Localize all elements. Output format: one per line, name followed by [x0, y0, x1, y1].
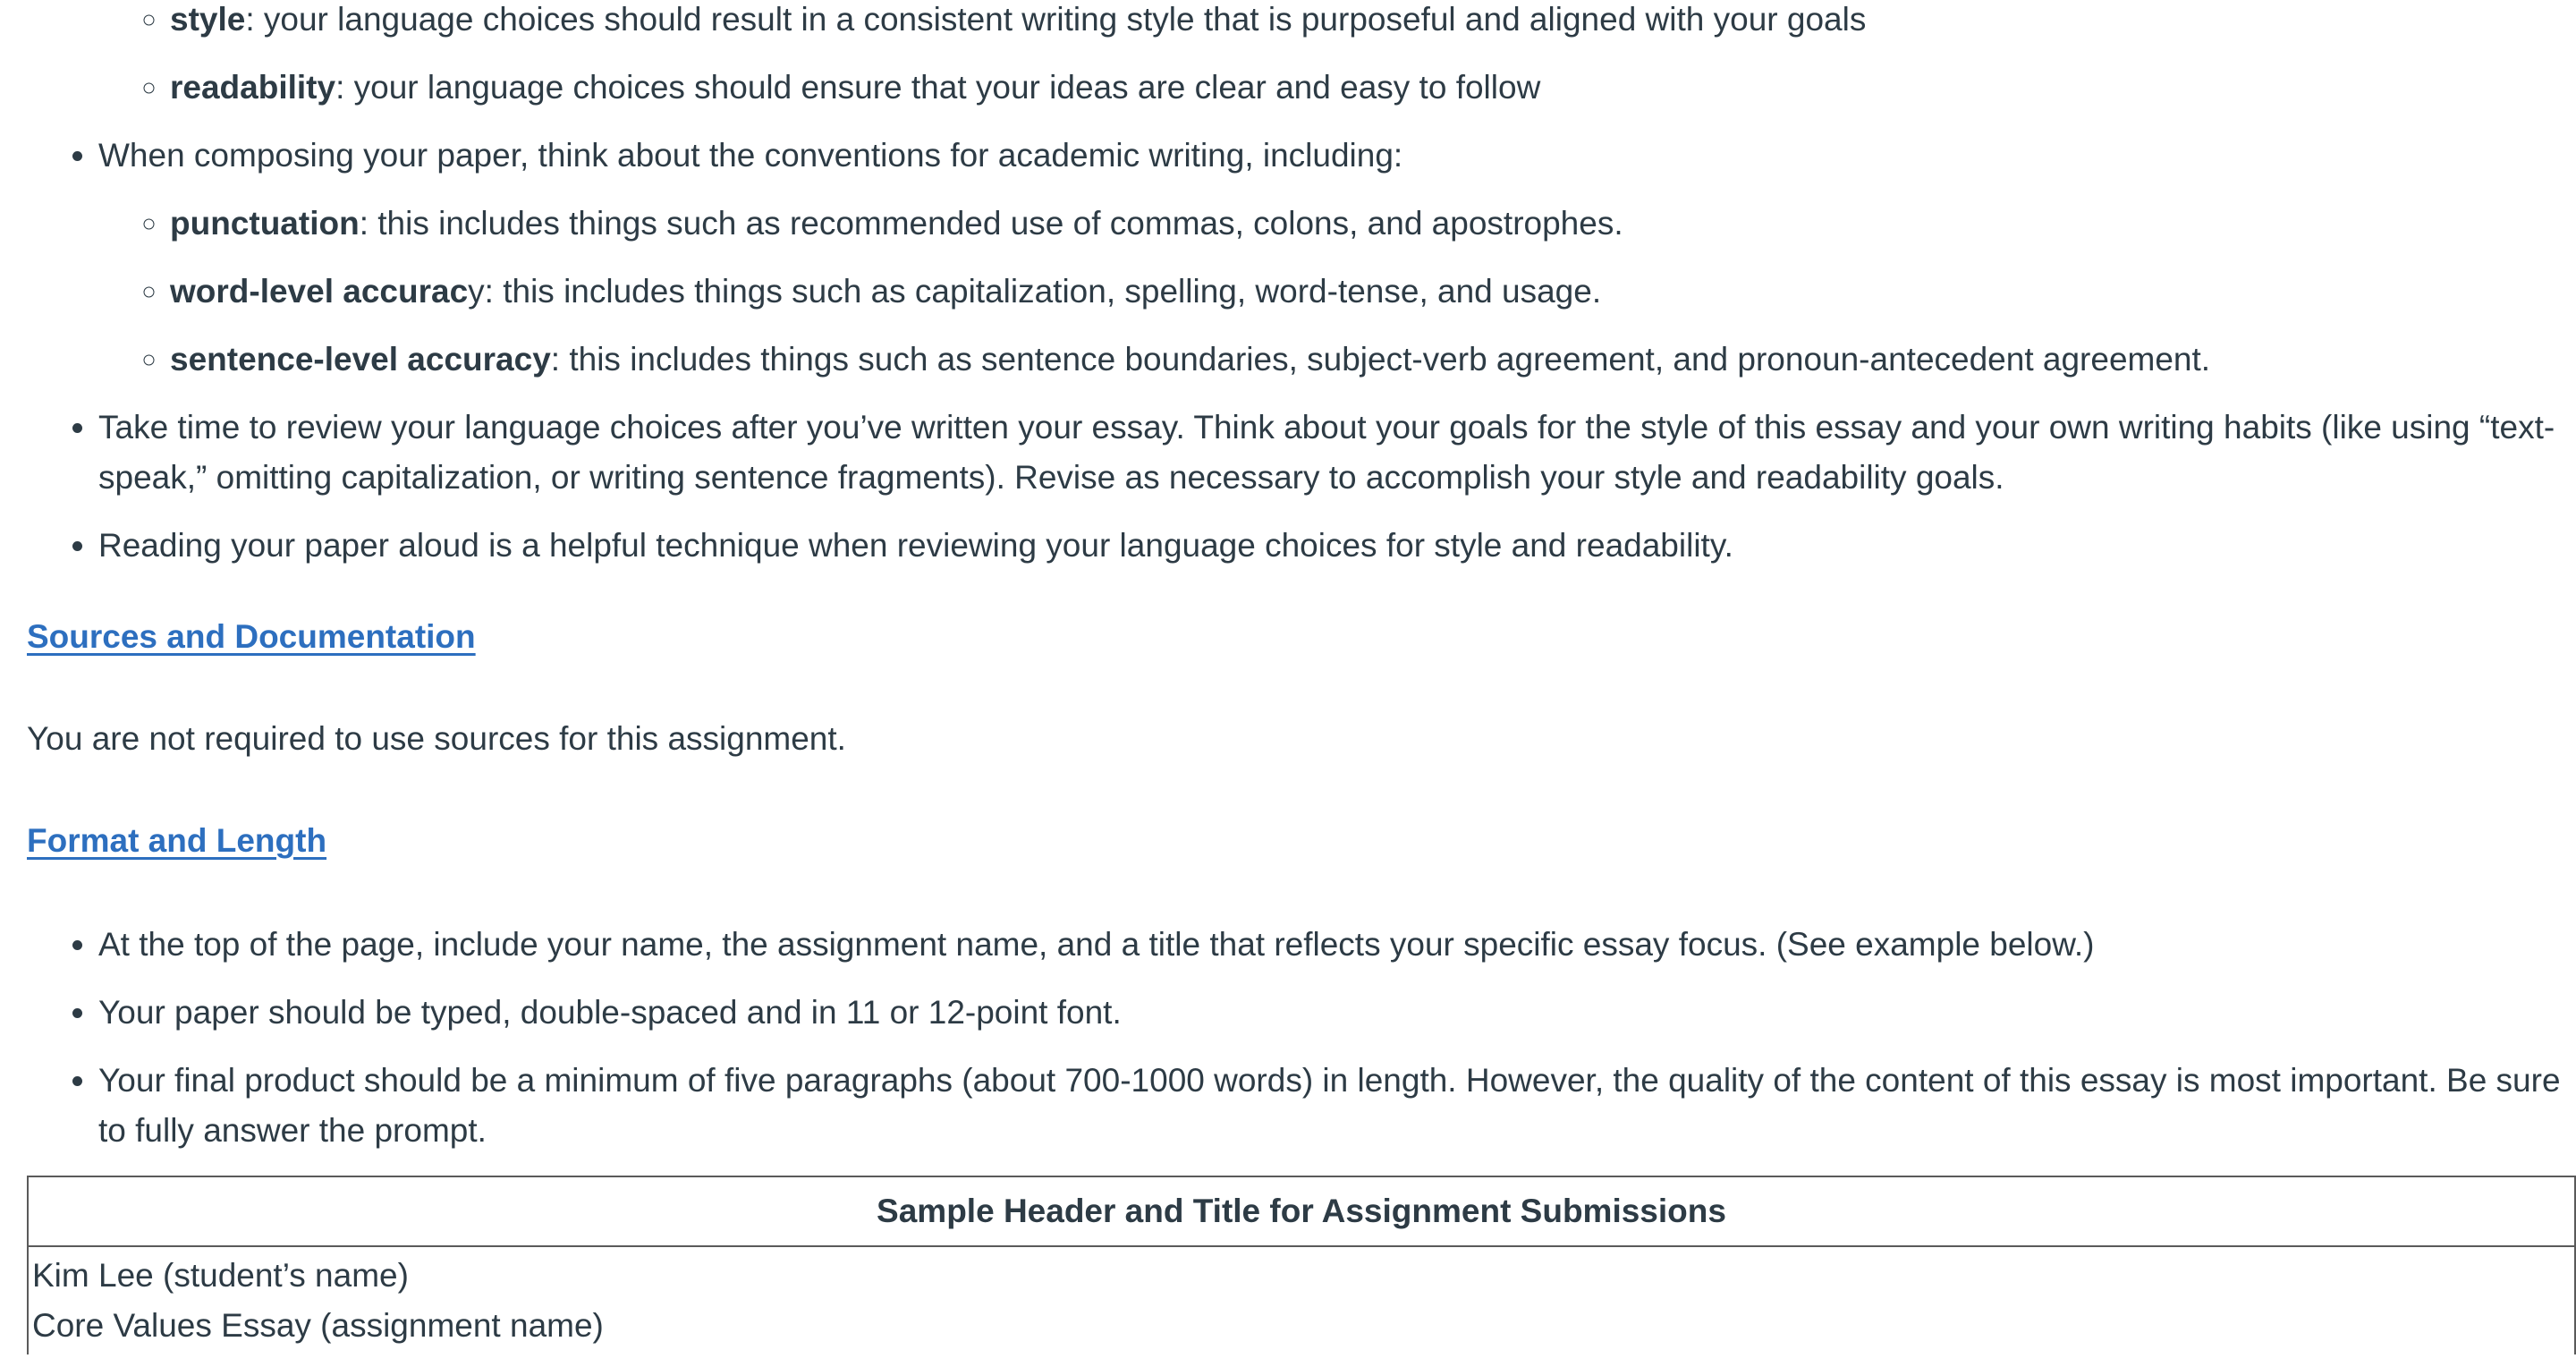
language-choices-list — [27, 0, 2576, 113]
sources-text: You are not required to use sources for this assignment. — [27, 720, 846, 757]
format-and-length-link[interactable]: Format and Length — [27, 822, 327, 859]
table-row — [28, 1246, 2575, 1354]
word-level-description: y: this includes things such as capitalization, spelling, word-tense, and usage. — [468, 273, 1602, 310]
term-style: style — [170, 1, 246, 38]
list-item-style — [170, 0, 2576, 45]
spacer — [27, 662, 2576, 714]
term-punctuation: punctuation — [170, 205, 360, 242]
spacer — [27, 589, 2576, 612]
list-item-conventions — [98, 131, 2576, 385]
list-item-punctuation — [170, 199, 2576, 249]
read-aloud-text: Reading your paper aloud is a helpful technique when reviewing your language choices for style and readability. — [98, 527, 1733, 564]
assignment-content — [27, 0, 2576, 1354]
conventions-intro: When composing your paper, think about the conventions for academic writing, including: — [98, 137, 1403, 174]
spacer — [27, 866, 2576, 920]
term-sentence-level-accuracy: sentence-level accuracy — [170, 341, 551, 378]
writing-guidelines-list — [27, 131, 2576, 571]
term-readability: readability — [170, 69, 336, 106]
list-item-review — [98, 403, 2576, 503]
readability-description: : your language choices should ensure that your ideas are clear and easy to follow — [335, 69, 1541, 106]
punctuation-description: : this includes things such as recommended use of commas, colons, and apostrophes. — [359, 205, 1623, 242]
format-list — [27, 920, 2576, 1156]
list-item-readability — [170, 63, 2576, 113]
style-description: : your language choices should result in a consistent writing style that is purposeful and aligned with your goals — [245, 1, 1867, 38]
list-item-read-aloud — [98, 521, 2576, 571]
review-text: Take time to review your language choices after you’ve written your essay. Think about your goals for the style of this essay and your own writing habits (like using “text-speak,” omitting capitalization, or writing sentence fragments). Revise as necessary to accomplish your style and readability goals. — [98, 409, 2555, 496]
term-word-level-accuracy: word-level accurac — [170, 273, 469, 310]
spacer — [27, 764, 2576, 816]
format-item-text: Your paper should be typed, double-spaced and in 11 or 12-point font. — [98, 994, 1122, 1031]
sources-heading-paragraph — [27, 612, 2576, 662]
style-readability-sublist — [98, 0, 2576, 113]
table-header-cell: Sample Header and Title for Assignment Submissions — [28, 1176, 2575, 1246]
table-header-row — [28, 1176, 2575, 1246]
sample-assignment-name: Core Values Essay (assignment name) — [32, 1307, 604, 1344]
format-heading-paragraph — [27, 816, 2576, 866]
conventions-sublist — [98, 199, 2576, 385]
sample-header-table — [27, 1176, 2576, 1354]
table-cell — [28, 1246, 2575, 1354]
format-item-text: Your final product should be a minimum of five paragraphs (about 700-1000 words) in length. However, the quality of the content of this essay is most important. Be sure to fully answer the prompt. — [98, 1062, 2561, 1149]
list-item — [98, 0, 2576, 113]
format-item-text: At the top of the page, include your name, the assignment name, and a title that reflects your specific essay focus. (See example below.) — [98, 926, 2095, 963]
sentence-level-description: : this includes things such as sentence boundaries, subject-verb agreement, and pronoun-antecedent agreement. — [550, 341, 2211, 378]
list-item-format-typed — [98, 988, 2576, 1038]
sources-and-documentation-link[interactable]: Sources and Documentation — [27, 618, 476, 655]
sample-student-name: Kim Lee (student’s name) — [32, 1257, 409, 1294]
list-item-word-level-accuracy — [170, 267, 2576, 317]
list-item-format-length — [98, 1056, 2576, 1156]
list-item-format-header — [98, 920, 2576, 970]
list-item-sentence-level-accuracy — [170, 335, 2576, 385]
